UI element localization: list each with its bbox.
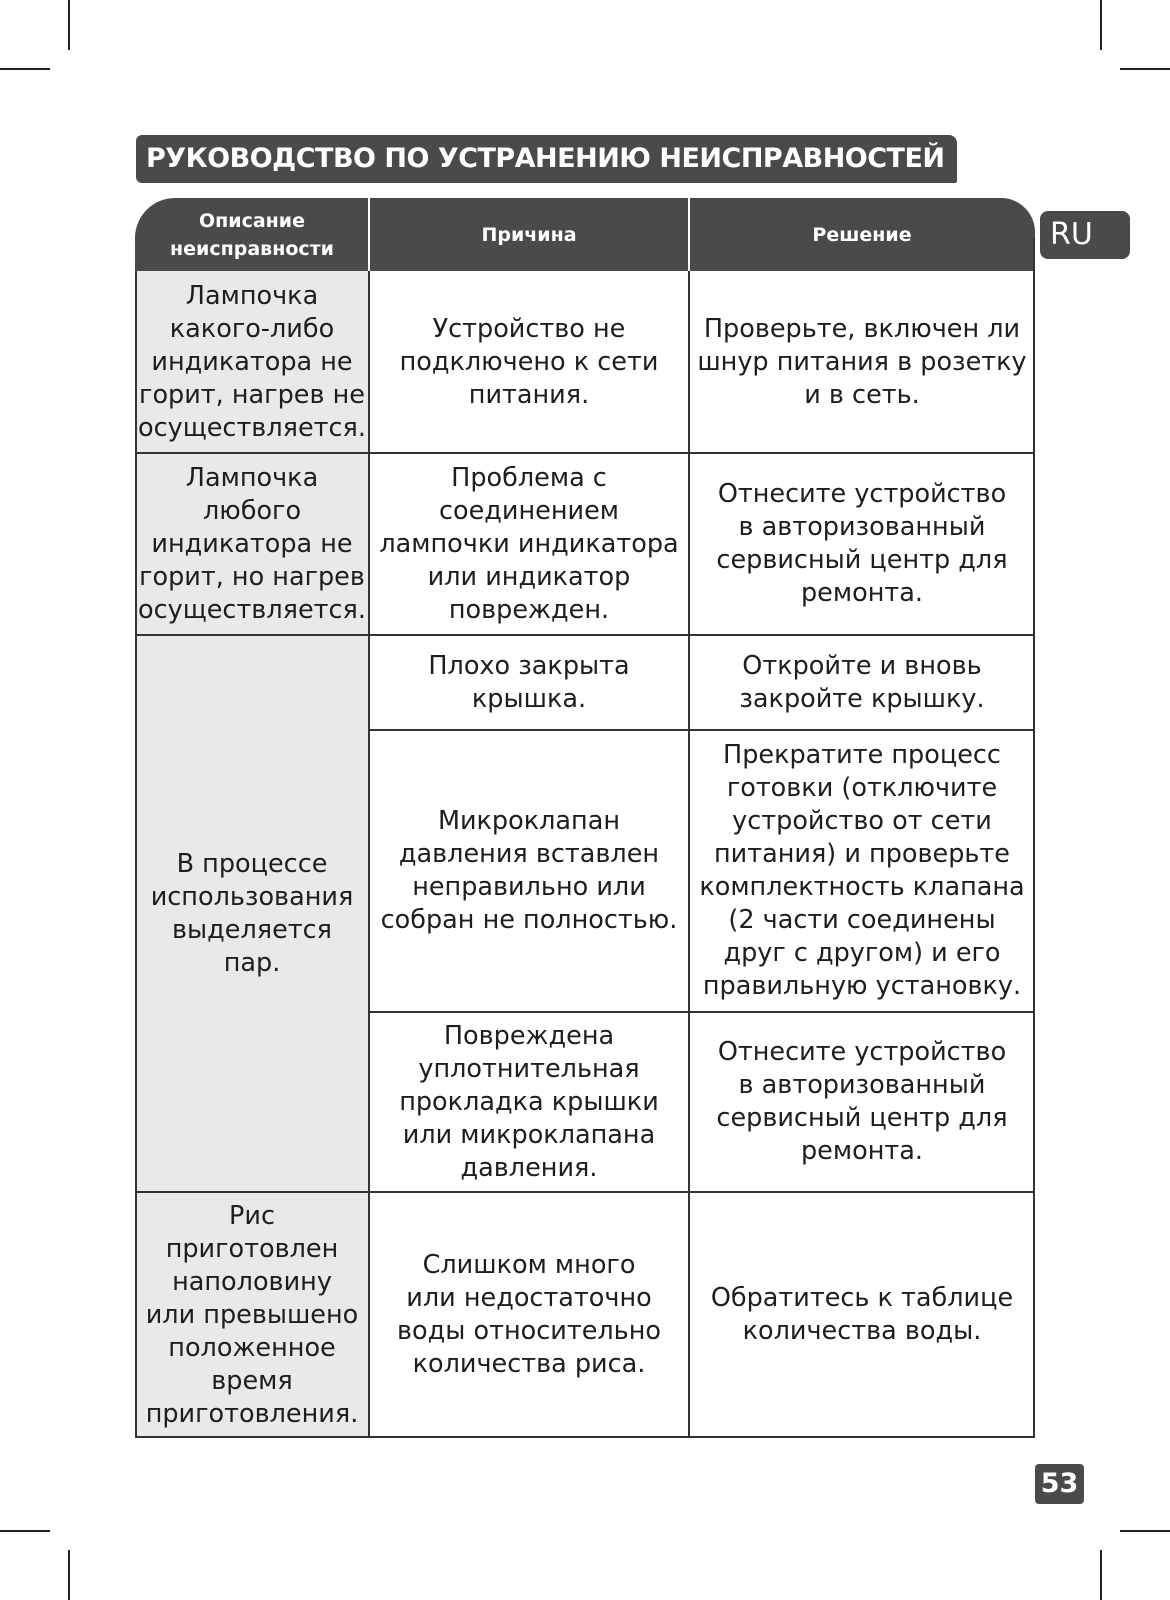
page-number: 53 [1035,1464,1084,1504]
crop-mark [1120,68,1170,70]
grid-line [135,452,1035,454]
cause-cell: Повреждена уплотнительная прокладка крышки или микроклапана давления. [399,1020,659,1183]
crop-mark [0,1530,50,1532]
crop-mark [1100,0,1102,50]
solution-cell: Отнесите устройство в авторизованный сервисный центр для ремонта. [716,479,1008,608]
solution-cell: Проверьте, включен ли шнур питания в розетку и в сеть. [697,313,1027,410]
cause-cell: Проблема с соединением лампочки индикатора или индикатор поврежден. [379,462,679,625]
language-tab: RU [1040,211,1130,259]
grid-line [1033,238,1035,1438]
cause-cell: Слишком много или недостаточно воды относительно количества риса. [397,1250,661,1379]
header-solution: Решение [812,223,912,246]
header-cause: Причина [481,223,577,246]
grid-line [368,271,370,1438]
solution-cell: Прекратите процесс готовки (отключите устройство от сети питания) и проверьте комплектность клапана (2 части соединены друг с другом) и его правильную установку. [699,740,1025,1001]
grid-line [135,1191,1035,1193]
crop-mark [0,68,50,70]
grid-line [135,1436,1035,1438]
cause-cell: Устройство не подключено к сети питания. [399,313,659,410]
header-problem: Описание неисправности [170,209,334,260]
grid-line [135,634,1035,636]
crop-mark [68,0,70,50]
solution-cell: Отнесите устройство в авторизованный сервисный центр для ремонта. [716,1037,1008,1166]
grid-line [369,1011,1035,1013]
problem-cell: Лампочка любого индикатора не горит, но нагрев осуществляется. [135,453,369,635]
crop-mark [1100,1550,1102,1600]
grid-line [688,271,690,1438]
troubleshooting-table [135,198,1035,1438]
problem-cell: Лампочка какого-либо индикатора не горит, нагрев не осуществляется. [135,271,369,453]
cause-cell: Плохо закрыта крышка. [428,650,630,714]
cause-cell: Микроклапан давления вставлен неправильно или собран не полностью. [380,806,678,935]
grid-line [369,729,1035,731]
problem-cell: В процессе использования выделяется пар. [135,635,369,1192]
page-title: РУКОВОДСТВО ПО УСТРАНЕНИЮ НЕИСПРАВНОСТЕЙ [136,135,957,183]
crop-mark [68,1550,70,1600]
grid-line [135,271,137,1438]
solution-cell: Обратитесь к таблице количества воды. [710,1283,1014,1346]
problem-cell: Рис приготовлен наполовину или превышено положенное время приготовления. [135,1192,369,1438]
crop-mark [1120,1530,1170,1532]
solution-cell: Откройте и вновь закройте крышку. [739,650,985,714]
